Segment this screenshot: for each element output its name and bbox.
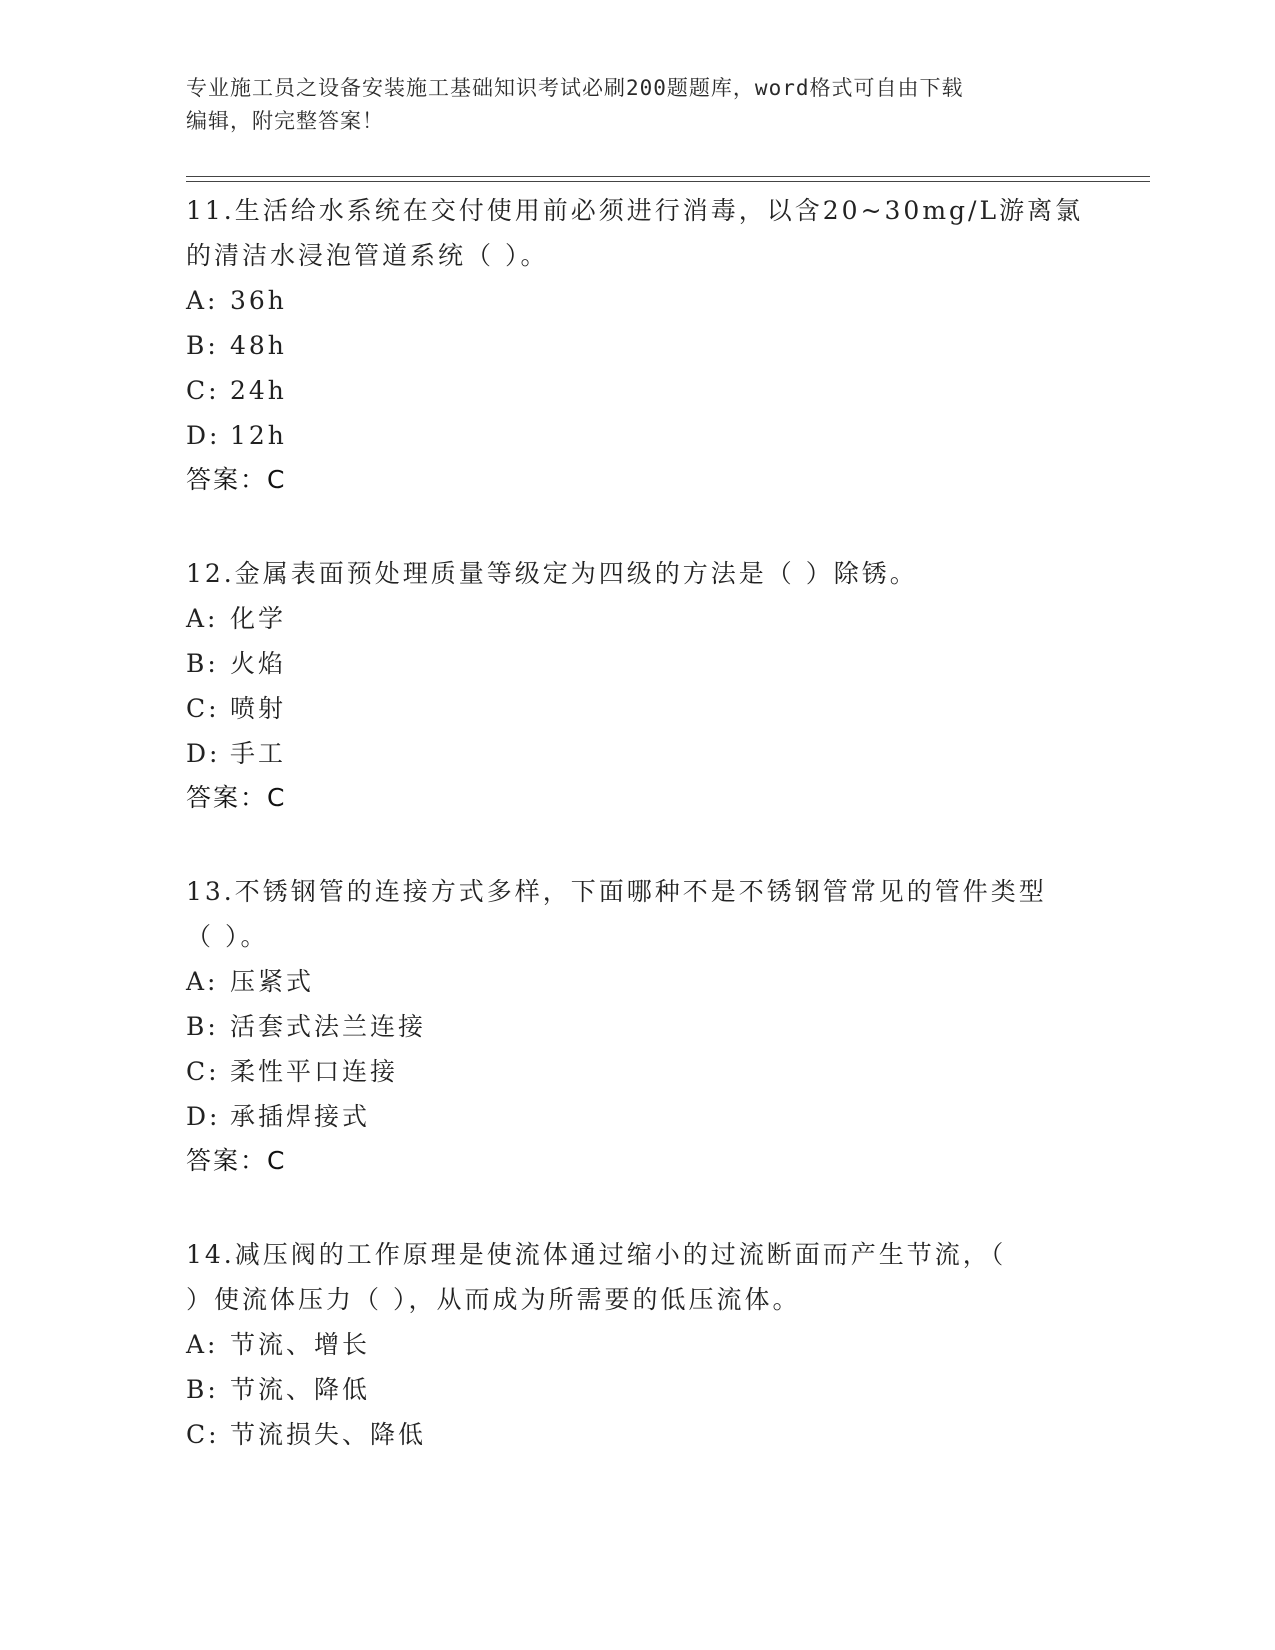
question-14 xyxy=(186,1232,1086,1457)
question-12 xyxy=(186,551,1086,820)
option-key: A: xyxy=(186,1330,219,1359)
option-key: B: xyxy=(186,331,219,360)
option-c xyxy=(186,368,1086,413)
stem-line: ）使流体压力（ ），从而成为所需要的低压流体。 xyxy=(186,1285,801,1314)
option-text: 36h xyxy=(230,286,287,315)
question-13 xyxy=(186,869,1086,1183)
option-c xyxy=(186,1412,1086,1457)
option-key: B: xyxy=(186,1375,219,1404)
option-text: 活套式法兰连接 xyxy=(230,1012,427,1041)
option-text: 手工 xyxy=(230,739,287,768)
option-key: B: xyxy=(186,649,219,678)
option-text: 24h xyxy=(230,376,287,405)
option-key: C: xyxy=(186,376,220,405)
stem-line: 14.减压阀的工作原理是使流体通过缩小的过流断面而产生节流，（ xyxy=(186,1240,1007,1269)
header-divider-top xyxy=(186,176,1150,177)
option-text: 喷射 xyxy=(230,694,287,723)
header-line-2: 编辑，附完整答案！ xyxy=(186,109,384,133)
option-a xyxy=(186,596,1086,641)
option-text: 承插焊接式 xyxy=(230,1102,371,1131)
option-d xyxy=(186,1094,1086,1139)
option-a xyxy=(186,1322,1086,1367)
question-stem xyxy=(186,1232,1086,1322)
stem-line: （ ）。 xyxy=(186,922,269,951)
option-key: C: xyxy=(186,1057,220,1086)
option-text: 火焰 xyxy=(230,649,287,678)
option-key: A: xyxy=(186,286,219,315)
stem-line: 13.不锈钢管的连接方式多样，下面哪种不是不锈钢管常见的管件类型 xyxy=(186,877,1047,906)
option-b xyxy=(186,1367,1086,1412)
option-text: 压紧式 xyxy=(230,967,315,996)
option-key: D: xyxy=(186,739,221,768)
question-stem xyxy=(186,188,1086,278)
option-text: 柔性平口连接 xyxy=(230,1057,399,1086)
stem-line: 的清洁水浸泡管道系统（ ）。 xyxy=(186,241,549,270)
document-header xyxy=(186,72,1066,138)
option-text: 化学 xyxy=(230,604,287,633)
option-text: 节流损失、降低 xyxy=(230,1420,427,1449)
option-b xyxy=(186,323,1086,368)
option-b xyxy=(186,641,1086,686)
question-11 xyxy=(186,188,1086,502)
option-key: C: xyxy=(186,694,220,723)
header-line-1: 专业施工员之设备安装施工基础知识考试必刷200题题库，word格式可自由下载 xyxy=(186,76,964,100)
question-stem xyxy=(186,551,1086,596)
option-d xyxy=(186,731,1086,776)
option-c xyxy=(186,1049,1086,1094)
option-key: C: xyxy=(186,1420,220,1449)
option-a xyxy=(186,278,1086,323)
stem-line: 12.金属表面预处理质量等级定为四级的方法是（ ）除锈。 xyxy=(186,559,918,588)
option-text: 12h xyxy=(230,421,287,450)
option-a xyxy=(186,959,1086,1004)
answer-line: 答案：C xyxy=(186,465,287,494)
question-stem xyxy=(186,869,1086,959)
option-key: D: xyxy=(186,421,221,450)
option-key: A: xyxy=(186,967,219,996)
option-key: B: xyxy=(186,1012,219,1041)
option-text: 48h xyxy=(230,331,287,360)
option-key: A: xyxy=(186,604,219,633)
option-d xyxy=(186,413,1086,458)
answer-line: 答案：C xyxy=(186,783,287,812)
answer-line: 答案：C xyxy=(186,1146,287,1175)
option-text: 节流、降低 xyxy=(230,1375,371,1404)
option-key: D: xyxy=(186,1102,221,1131)
option-b xyxy=(186,1004,1086,1049)
option-c xyxy=(186,686,1086,731)
option-text: 节流、增长 xyxy=(230,1330,371,1359)
stem-line: 11.生活给水系统在交付使用前必须进行消毒，以含20~30mg/L游离氯 xyxy=(186,196,1084,225)
header-divider-bottom xyxy=(186,181,1150,182)
